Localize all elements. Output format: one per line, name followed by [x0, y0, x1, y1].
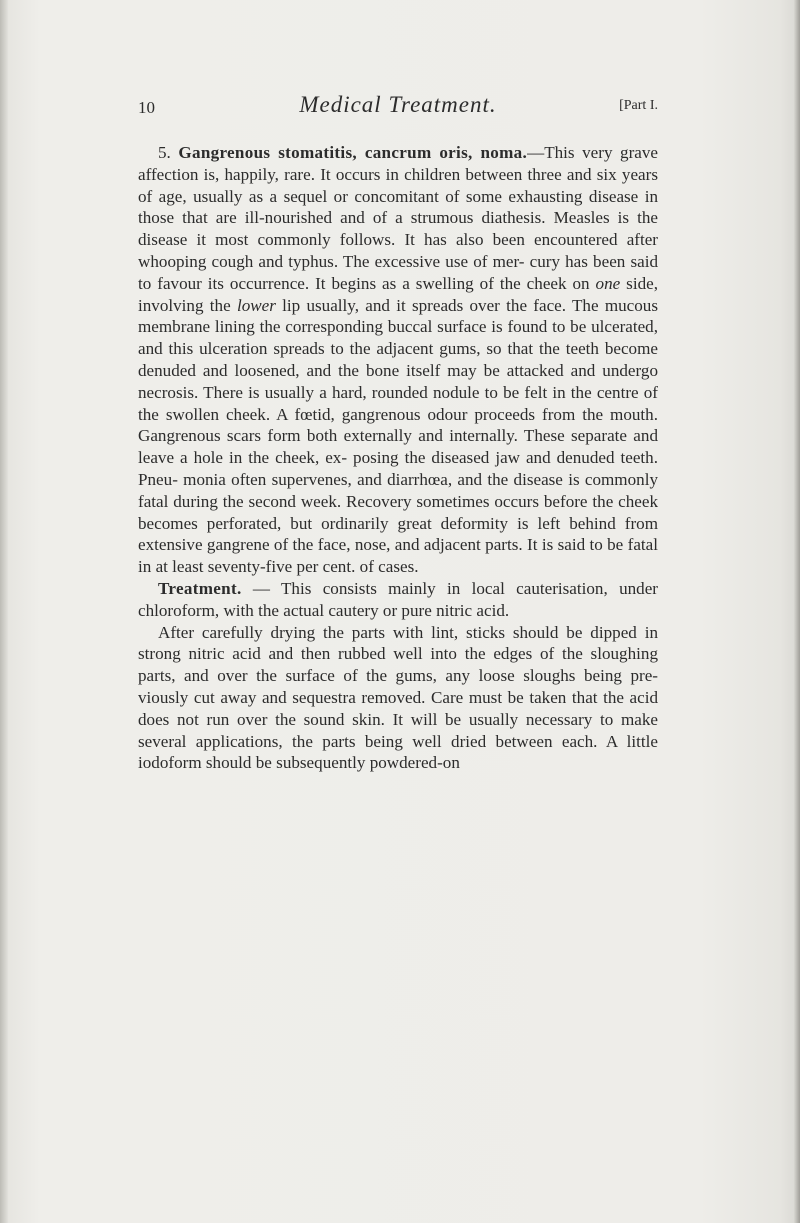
page-left-edge [0, 0, 8, 1223]
text-block [138, 92, 658, 774]
emphasis-one: one [595, 273, 621, 293]
paragraph-treatment [138, 578, 658, 622]
page-header [138, 92, 658, 128]
treatment-heading: Treatment. [158, 578, 242, 598]
page-number: 10 [138, 98, 155, 117]
emphasis-lower: lower [236, 295, 276, 315]
paragraph-text: —This very grave affection is, happily, rare. It occurs in children between three and six years of age, usually as a sequel or concomitant of some exhausting disease in those that are ill-nourished and of a strumous diathesis. Measles is the disease it most commonly follows. It has also been encountered after whooping cough and typhus. The excessive use of mer- cury has been said to favour its occurrence. It begins as a swelling of the cheek on [138, 143, 658, 293]
paragraph-text: — This consists mainly in local cauterisation, under chloroform, with the actual cautery or pure nitric acid. [138, 578, 658, 620]
running-title: Medical Treatment. [299, 92, 497, 117]
paragraph-text: side, involving the [138, 273, 658, 315]
part-label: [Part I. [619, 98, 658, 113]
section-number: 5. [158, 143, 171, 162]
paragraph-text: lip usually, and it spreads over the face. The mucous membrane lining the corresponding buccal surface is found to be ulcerated, and this ulceration spreads to the adjacent gums, so that the teeth become denuded and loosened, and the bone itself may be attacked and undergo necrosis. There is usually a hard, rounded nodule to be felt in the centre of the swollen cheek. A fœtid, gangrenous odour proceeds from the mouth. Gangrenous scars form both externally and internally. These separate and leave a hole in the cheek, ex- posing the diseased jaw and denuded teeth. Pneu- monia often supervenes, and diarrhœa, and the disease is commonly fatal during the second week. Recovery sometimes occurs before the cheek becomes perforated, but ordinarily great deformity is left behind from extensive gangrene of the face, nose, and adjacent parts. It is said to be fatal in at least seventy-five per cent. of cases. [138, 295, 658, 577]
paragraph-gangrenous-stomatitis [138, 142, 658, 578]
paragraph-procedure [138, 622, 658, 775]
body-text [138, 142, 658, 774]
section-heading: Gangrenous stomatitis, cancrum oris, noma. [178, 143, 528, 162]
page-right-edge [794, 0, 800, 1223]
paragraph-text: After carefully drying the parts with lint, sticks should be dipped in strong nitric acid and then rubbed well into the edges of the sloughing parts, and over the surface of the gums, any loose sloughs being pre- viously cut away and sequestra removed. Care must be taken that the acid does not run over the sound skin. It will be usually necessary to make several applications, the parts being well dried between each. A little iodoform should be subsequently powdered-on [138, 622, 658, 773]
